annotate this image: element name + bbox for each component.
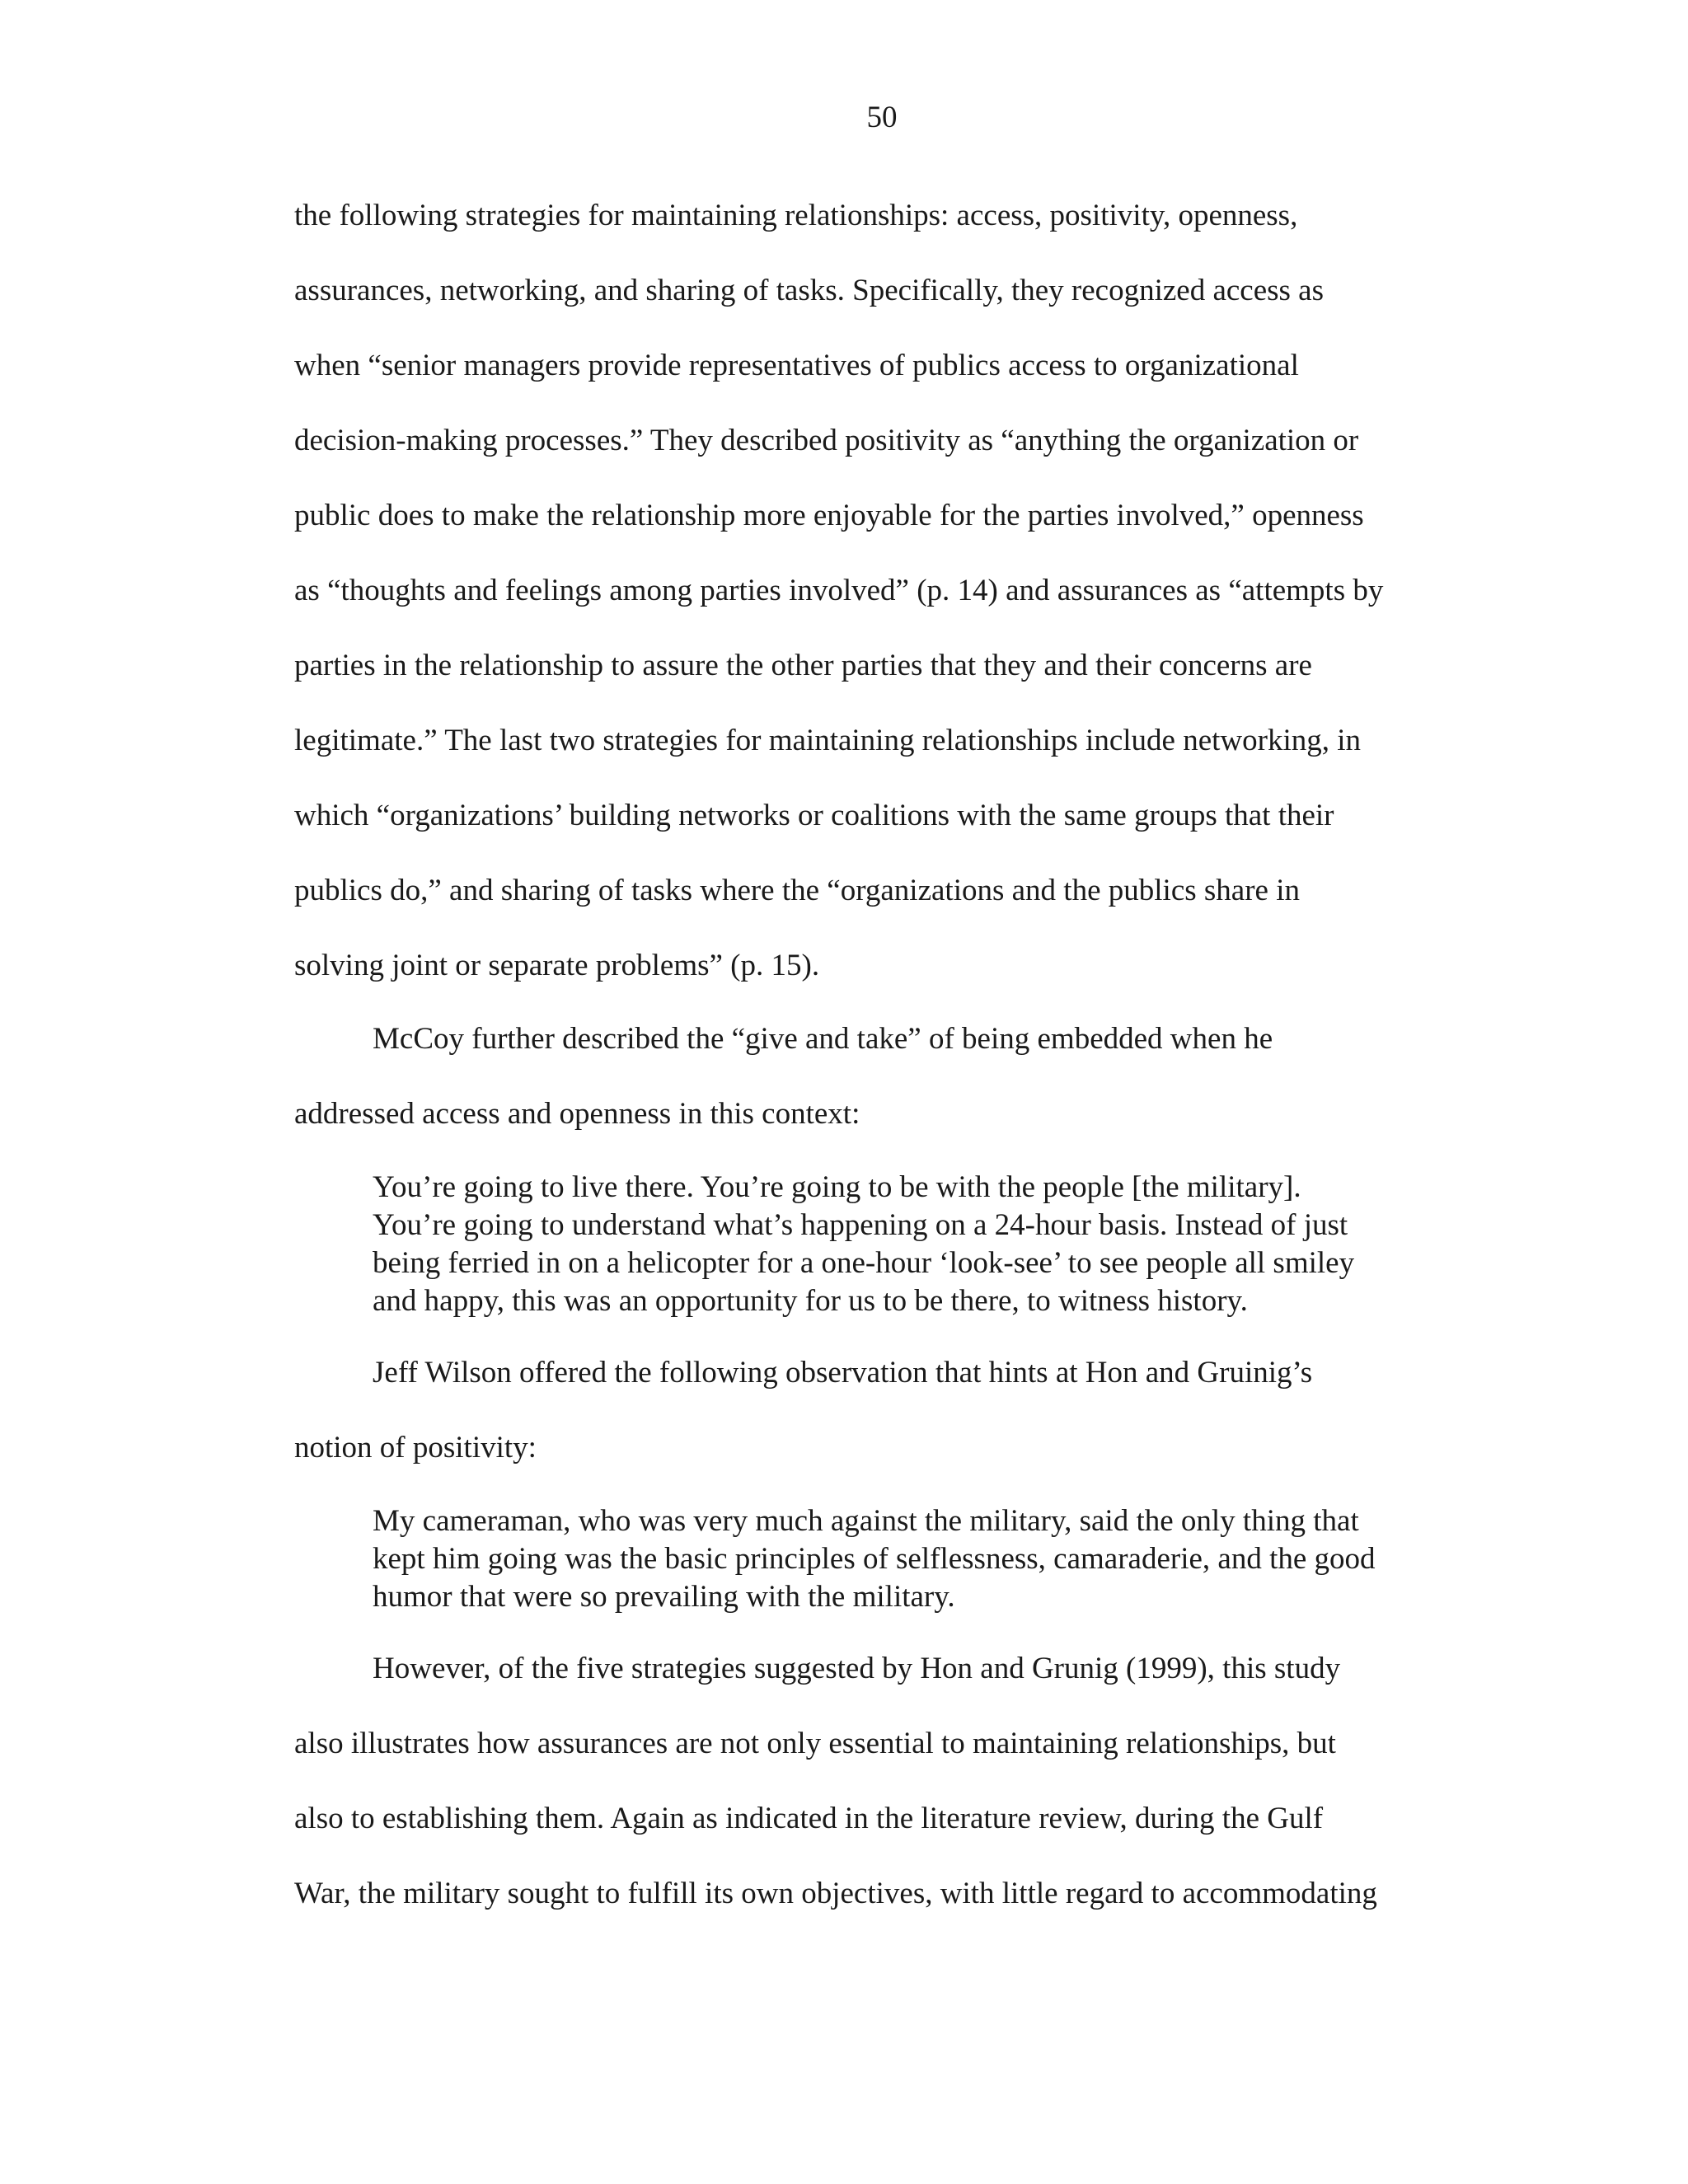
text-line: public does to make the relationship more enjoyable for the parties involved,” openness <box>294 499 1364 532</box>
text-line: parties in the relationship to assure the other parties that they and their concerns are <box>294 649 1312 682</box>
text-line: notion of positivity: <box>294 1431 537 1465</box>
text-line: decision-making processes.” They described positivity as “anything the organization or <box>294 424 1359 457</box>
text-line: which “organizations’ building networks or coalitions with the same groups that their <box>294 799 1334 832</box>
text-line: also illustrates how assurances are not only essential to maintaining relationships, but <box>294 1727 1336 1760</box>
quote-line: You’re going to live there. You’re going to be with the people [the military]. <box>373 1170 1301 1204</box>
text-line: as “thoughts and feelings among parties involved” (p. 14) and assurances as “attempts by <box>294 574 1384 607</box>
text-line: legitimate.” The last two strategies for maintaining relationships include networking, in <box>294 724 1362 757</box>
text-line: However, of the five strategies suggested by Hon and Grunig (1999), this study <box>373 1652 1341 1685</box>
quote-line: kept him going was the basic principles of selflessness, camaraderie, and the good <box>373 1542 1376 1576</box>
page-number: 50 <box>866 101 898 134</box>
text-line: War, the military sought to fulfill its own objectives, with little regard to accommodating <box>294 1877 1377 1910</box>
quote-line: You’re going to understand what’s happening on a 24-hour basis. Instead of just <box>373 1208 1348 1242</box>
text-line: assurances, networking, and sharing of tasks. Specifically, they recognized access as <box>294 274 1325 307</box>
text-line: publics do,” and sharing of tasks where the “organizations and the publics share in <box>294 874 1300 907</box>
quote-line: being ferried in on a helicopter for a one-hour ‘look-see’ to see people all smiley <box>373 1246 1355 1280</box>
quote-line: My cameraman, who was very much against the military, said the only thing that <box>373 1504 1359 1538</box>
text-line: Jeff Wilson offered the following observation that hints at Hon and Gruinig’s <box>373 1356 1313 1390</box>
text-line: solving joint or separate problems” (p. 15). <box>294 949 820 982</box>
text-line: addressed access and openness in this context: <box>294 1097 860 1131</box>
text-line: also to establishing them. Again as indicated in the literature review, during the Gulf <box>294 1802 1324 1835</box>
text-line: when “senior managers provide representatives of publics access to organizational <box>294 349 1299 382</box>
text-line: McCoy further described the “give and take” of being embedded when he <box>373 1022 1273 1056</box>
block-quote-wilson <box>373 1502 1485 1616</box>
block-quote-mccoy <box>373 1169 1485 1320</box>
text-line: the following strategies for maintaining relationships: access, positivity, openness, <box>294 199 1298 232</box>
quote-line: and happy, this was an opportunity for us to be there, to witness history. <box>373 1284 1248 1318</box>
quote-line: humor that were so prevailing with the military. <box>373 1580 955 1614</box>
